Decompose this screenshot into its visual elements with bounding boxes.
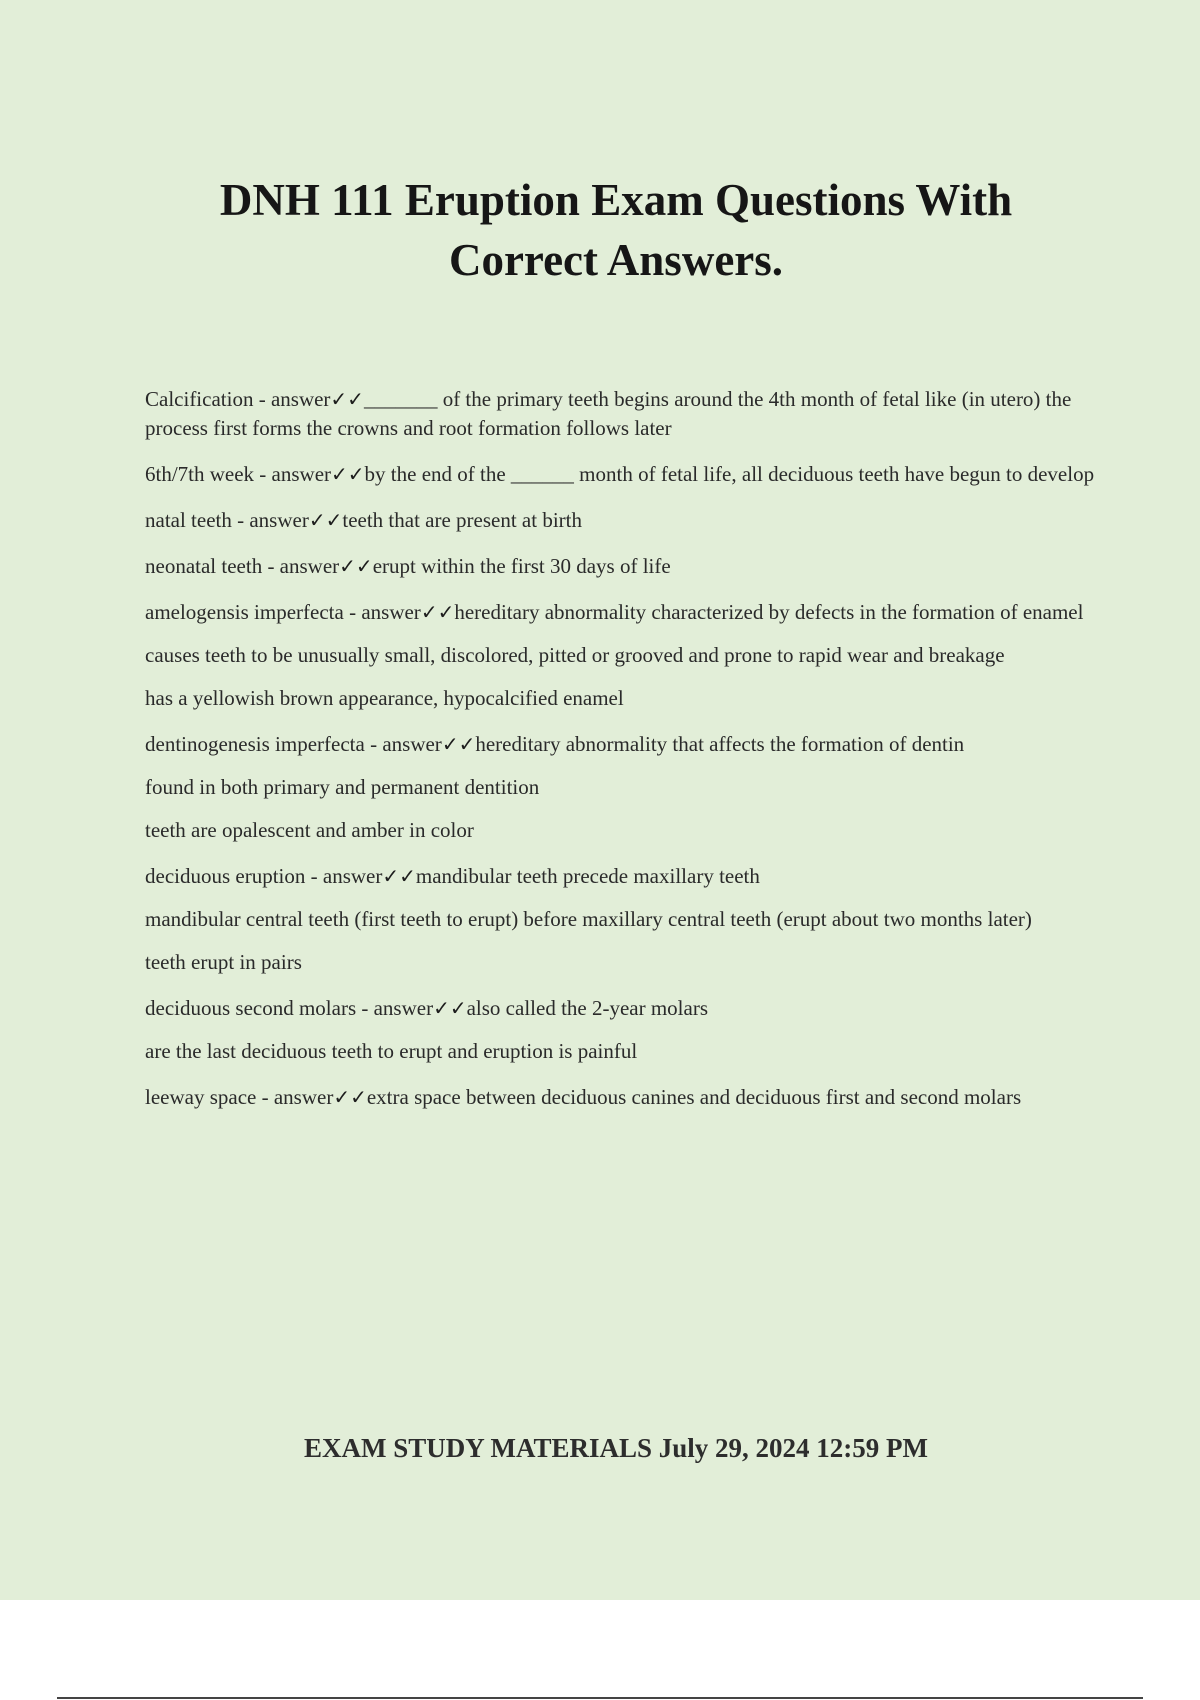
answer-text: hereditary abnormality that affects the formation of dentin <box>475 732 965 756</box>
qa-item <box>145 385 1095 443</box>
answer-text: _______ of the primary teeth begins around the 4th month of fetal like (in utero) the process first forms the crowns and root formation follows later <box>145 387 1072 440</box>
answer-text: mandibular teeth precede maxillary teeth <box>415 864 760 888</box>
answer-text: extra space between deciduous canines and deciduous first and second molars <box>366 1085 1022 1109</box>
qa-continuation: are the last deciduous teeth to erupt and eruption is painful <box>145 1039 638 1063</box>
checkmark-icon: ✓✓ <box>339 554 373 578</box>
qa-continuation: found in both primary and permanent dentition <box>145 775 540 799</box>
qa-list <box>145 385 1095 1129</box>
answer-text: also called the 2-year molars <box>466 996 709 1020</box>
document-title: DNH 111 Eruption Exam Questions With Correct Answers. <box>219 175 1013 285</box>
checkmark-icon: ✓✓ <box>333 1085 367 1109</box>
qa-item <box>145 862 1095 891</box>
qa-item <box>145 1083 1095 1112</box>
answer-text: by the end of the ______ month of fetal life, all deciduous teeth have begun to develop <box>364 462 1095 486</box>
checkmark-icon: ✓✓ <box>420 600 455 624</box>
term-text: neonatal teeth - answer <box>145 554 340 578</box>
qa-item <box>145 598 1095 627</box>
term-text: Calcification - answer <box>145 387 331 411</box>
qa-continuation: teeth erupt in pairs <box>145 950 302 974</box>
checkmark-icon: ✓✓ <box>330 387 364 411</box>
qa-continuation: causes teeth to be unusually small, discolored, pitted or grooved and prone to rapid wear and breakage <box>145 643 1005 667</box>
page-divider <box>57 1697 1143 1699</box>
qa-item <box>145 994 1095 1023</box>
qa-item <box>145 460 1095 489</box>
term-text: dentinogenesis imperfecta - answer <box>145 732 442 756</box>
checkmark-icon: ✓✓ <box>382 864 416 888</box>
qa-continuation: teeth are opalescent and amber in color <box>145 818 474 842</box>
checkmark-icon: ✓✓ <box>331 462 365 486</box>
term-text: leeway space - answer <box>145 1085 334 1109</box>
qa-item <box>145 552 1095 581</box>
checkmark-icon: ✓✓ <box>433 996 467 1020</box>
answer-text: teeth that are present at birth <box>342 508 583 532</box>
qa-continuation: mandibular central teeth (first teeth to erupt) before maxillary central teeth (erupt about two months later) <box>145 907 1032 931</box>
term-text: natal teeth - answer <box>145 508 309 532</box>
term-text: amelogensis imperfecta - answer <box>145 600 421 624</box>
checkmark-icon: ✓✓ <box>308 508 343 532</box>
answer-text: hereditary abnormality characterized by defects in the formation of enamel <box>454 600 1084 624</box>
checkmark-icon: ✓✓ <box>441 732 476 756</box>
footer-note: EXAM STUDY MATERIALS July 29, 2024 12:59 PM <box>303 1433 929 1463</box>
term-text: deciduous eruption - answer <box>145 864 383 888</box>
qa-item <box>145 506 1095 535</box>
answer-text: erupt within the first 30 days of life <box>372 554 671 578</box>
term-text: deciduous second molars - answer <box>145 996 434 1020</box>
term-text: 6th/7th week - answer <box>145 462 332 486</box>
qa-item <box>145 730 1095 759</box>
qa-continuation: has a yellowish brown appearance, hypocalcified enamel <box>145 686 624 710</box>
